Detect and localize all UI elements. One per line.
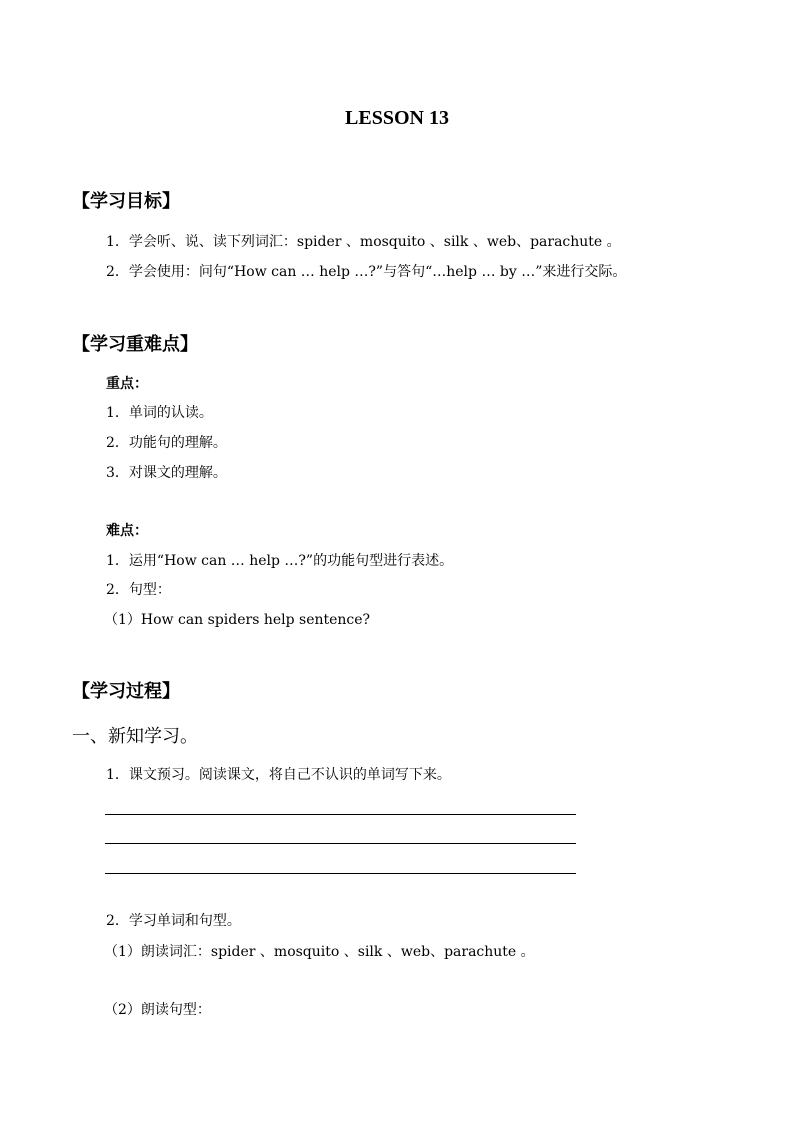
key-points-heading: 【学习重难点】 [72, 334, 198, 355]
part1-title: 一、新知学习。 [72, 726, 198, 747]
step1-text: 1．课文预习。阅读课文，将自己不认识的单词写下来。 [106, 767, 451, 783]
process-heading: 【学习过程】 [72, 681, 180, 702]
step2-sub1: （1）朗读词汇：spider 、mosquito 、silk 、web、parachute 。 [104, 944, 535, 960]
answer-line[interactable] [105, 843, 576, 844]
step2-sub2: （2）朗读句型： [104, 1002, 211, 1018]
step2-text: 2．学习单词和句型。 [106, 913, 241, 929]
focus-label: 重点： [106, 376, 148, 392]
page-title: LESSON 13 [345, 107, 449, 129]
objective-item-1: 1．学会听、说、读下列词汇：spider 、mosquito 、silk 、web、parachute 。 [106, 234, 621, 250]
difficulty-item-3: （1）How can spiders help sentence? [104, 612, 371, 628]
difficulty-item-2: 2．句型： [106, 582, 171, 598]
difficulty-label: 难点： [106, 523, 148, 539]
difficulty-item-1: 1．运用“How can … help …?”的功能句型进行表述。 [106, 553, 454, 569]
focus-item-2: 2．功能句的理解。 [106, 435, 227, 451]
answer-line[interactable] [105, 814, 576, 815]
answer-line[interactable] [105, 873, 576, 874]
focus-item-3: 3．对课文的理解。 [106, 465, 227, 481]
focus-item-1: 1．单词的认读。 [106, 405, 213, 421]
objectives-heading: 【学习目标】 [72, 191, 180, 212]
objective-item-2: 2．学会使用：问句“How can … help …?”与答句“…help … by …”来进行交际。 [106, 264, 627, 280]
